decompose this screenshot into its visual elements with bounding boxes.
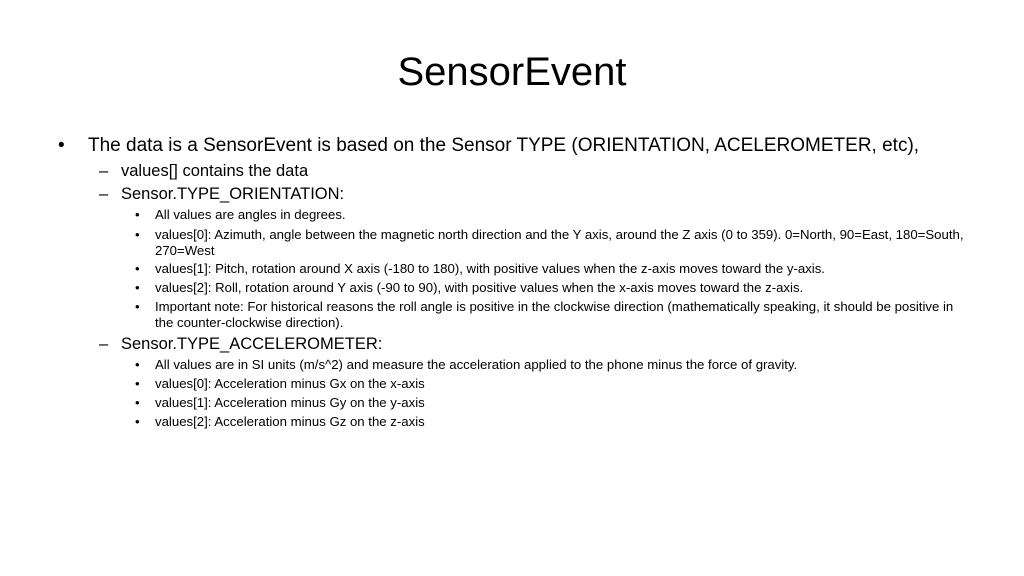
detail-bullet-item	[135, 207, 965, 223]
bullet-text: The data is a SensorEvent is based on the Sensor TYPE (ORIENTATION, ACELEROMETER, etc),	[88, 135, 920, 156]
detail-bullet-text: values[1]: Acceleration minus Gy on the y-axis	[155, 395, 425, 410]
detail-bullet-item	[135, 261, 965, 277]
detail-bullet-text: values[2]: Acceleration minus Gz on the z-axis	[155, 414, 425, 429]
bullet-icon: •	[135, 299, 140, 314]
dash-icon: –	[99, 162, 109, 180]
detail-bullet-text: values[0]: Acceleration minus Gx on the x-axis	[155, 376, 425, 391]
sub-bullet-text: values[] contains the data	[121, 162, 309, 180]
bullet-icon: •	[135, 414, 140, 429]
sub-bullet-text: Sensor.TYPE_ORIENTATION:	[121, 185, 345, 203]
detail-bullet-item	[135, 376, 965, 392]
slide-title: SensorEvent	[397, 50, 627, 94]
bullet-icon: •	[135, 261, 140, 276]
detail-bullet-item	[135, 357, 965, 373]
detail-bullet-text: Important note: For historical reasons the roll angle is positive in the clockwise direction (mathematically speaking, it should be positive in the counter-clockwise direction).	[155, 299, 954, 330]
detail-bullet-text: values[1]: Pitch, rotation around X axis (-180 to 180), with positive values when the z-axis moves toward the y-axis.	[155, 261, 825, 276]
detail-bullet-text: All values are angles in degrees.	[155, 207, 346, 222]
bullet-icon: •	[135, 376, 140, 391]
bullet-icon: •	[135, 357, 140, 372]
bullet-icon: •	[58, 135, 65, 156]
bullet-icon: •	[135, 227, 140, 242]
bullet-icon: •	[135, 395, 140, 410]
detail-bullet-item	[135, 299, 965, 330]
detail-bullet-text: All values are in SI units (m/s^2) and measure the acceleration applied to the phone minus the force of gravity.	[155, 357, 798, 372]
sub-bullet-item	[99, 161, 949, 181]
dash-icon: –	[99, 185, 109, 203]
dash-icon: –	[99, 335, 109, 353]
detail-bullet-item	[135, 227, 965, 258]
bullet-icon: •	[135, 280, 140, 295]
bullet-item	[58, 134, 958, 157]
sub-bullet-text: Sensor.TYPE_ACCELEROMETER:	[121, 335, 383, 353]
detail-bullet-item	[135, 414, 965, 430]
detail-bullet-text: values[2]: Roll, rotation around Y axis (-90 to 90), with positive values when the x-axis moves toward the z-axis.	[155, 280, 804, 295]
detail-bullet-item	[135, 395, 965, 411]
bullet-icon: •	[135, 207, 140, 222]
detail-bullet-item	[135, 280, 965, 296]
detail-bullet-text: values[0]: Azimuth, angle between the magnetic north direction and the Y axis, around the Z axis (0 to 359). 0=North, 90=East, 180=South, 270=West	[155, 227, 964, 258]
sub-bullet-item	[99, 334, 949, 354]
sub-bullet-item	[99, 184, 949, 204]
